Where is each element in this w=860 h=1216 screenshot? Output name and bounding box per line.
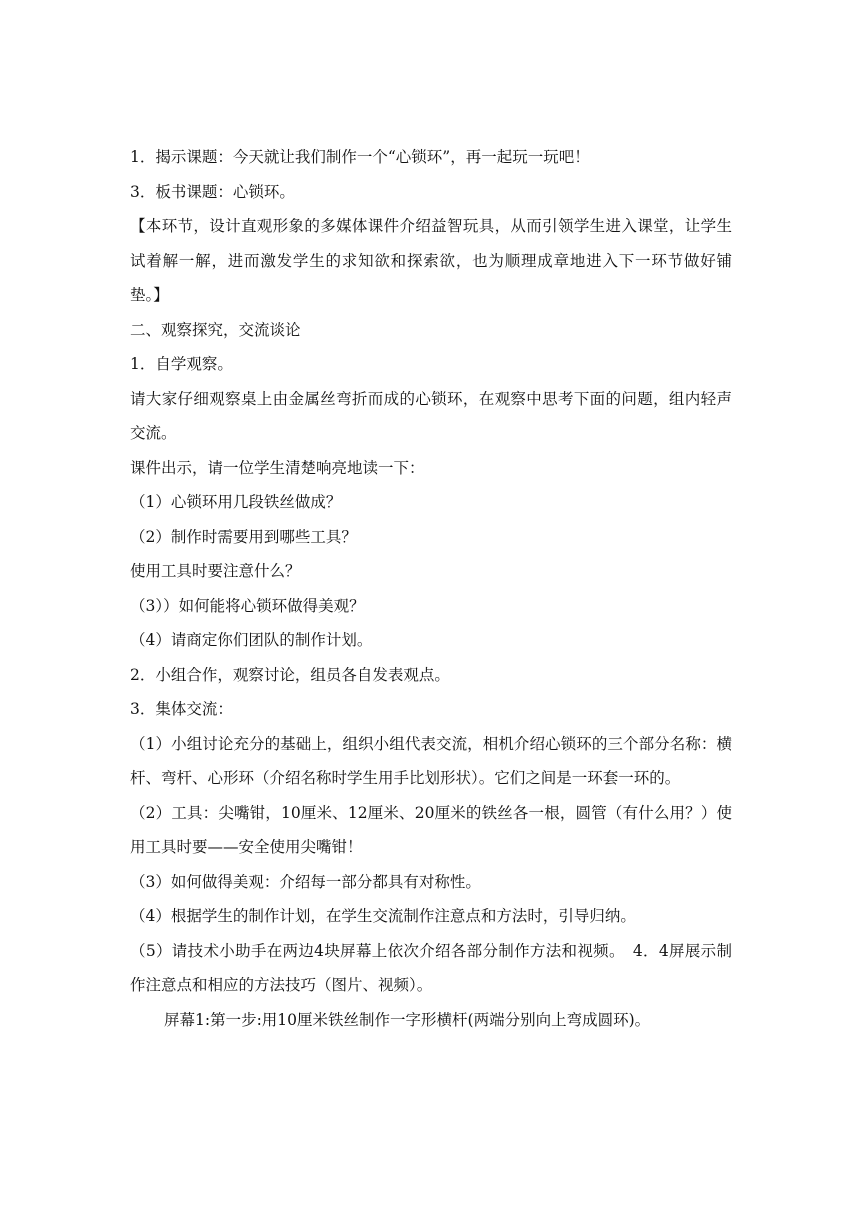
exchange-item-5: （5）请技术小助手在两边4块屏幕上依次介绍各部分制作方法和视频。 4．4屏展示制作注意点和相应的方法技巧（图片、视频）。 — [130, 941, 732, 994]
paragraph-design-note: 【本环节，设计直观形象的多媒体课件介绍益智玩具，从而引领学生进入课堂，让学生试着解一解，进而激发学生的求知欲和探索欲，也为顺理成章地进入下一环节做好铺垫。】 — [130, 217, 732, 304]
screen-1-step: 屏幕1:第一步:用10厘米铁丝制作一字形横杆(两端分别向上弯成圆环)。 — [164, 1010, 651, 1029]
section-heading-observe: 二、观察探究，交流谈论 — [130, 320, 301, 339]
paragraph-group-work: 2．小组合作，观察讨论，组员各自发表观点。 — [130, 665, 450, 684]
paragraph-self-observe: 1．自学观察。 — [130, 355, 233, 373]
question-1: （1）心锁环用几段铁丝做成？ — [130, 493, 342, 511]
exchange-item-1: （1）小组讨论充分的基础上，组织小组代表交流，相机介绍心锁环的三个部分名称：横杆、弯杆、心形环（介绍名称时学生用手比划形状）。它们之间是一环套一环的。 — [130, 734, 732, 787]
question-3: （3））如何能将心锁环做得美观？ — [130, 596, 365, 615]
exchange-item-4: （4）根据学生的制作计划，在学生交流制作注意点和方法时，引导归纳。 — [130, 907, 636, 925]
paragraph-observe-instruction: 请大家仔细观察桌上由金属丝弯折而成的心锁环，在观察中思考下面的问题，组内轻声交流。 — [130, 389, 732, 442]
paragraph-reveal-topic: 1．揭示课题：今天就让我们制作一个“心锁环”，再一起玩一玩吧！ — [130, 148, 590, 166]
question-2-followup: 使用工具时要注意什么？ — [130, 562, 301, 580]
question-2: （2）制作时需要用到哪些工具？ — [130, 527, 357, 546]
paragraph-class-exchange: 3．集体交流： — [130, 700, 233, 718]
question-4: （4）请商定你们团队的制作计划。 — [130, 631, 373, 649]
paragraph-board-topic: 3．板书课题：心锁环。 — [130, 182, 295, 201]
exchange-item-2: （2）工具：尖嘴钳，10厘米、12厘米、20厘米的铁丝各一根，圆管（有什么用？）使用工具时要——安全使用尖嘴钳！ — [130, 803, 732, 856]
exchange-item-3: （3）如何做得美观：介绍每一部分都具有对称性。 — [130, 872, 481, 891]
paragraph-courseware-show: 课件出示，请一位学生清楚响亮地读一下： — [130, 458, 425, 477]
document-body — [130, 140, 732, 1037]
